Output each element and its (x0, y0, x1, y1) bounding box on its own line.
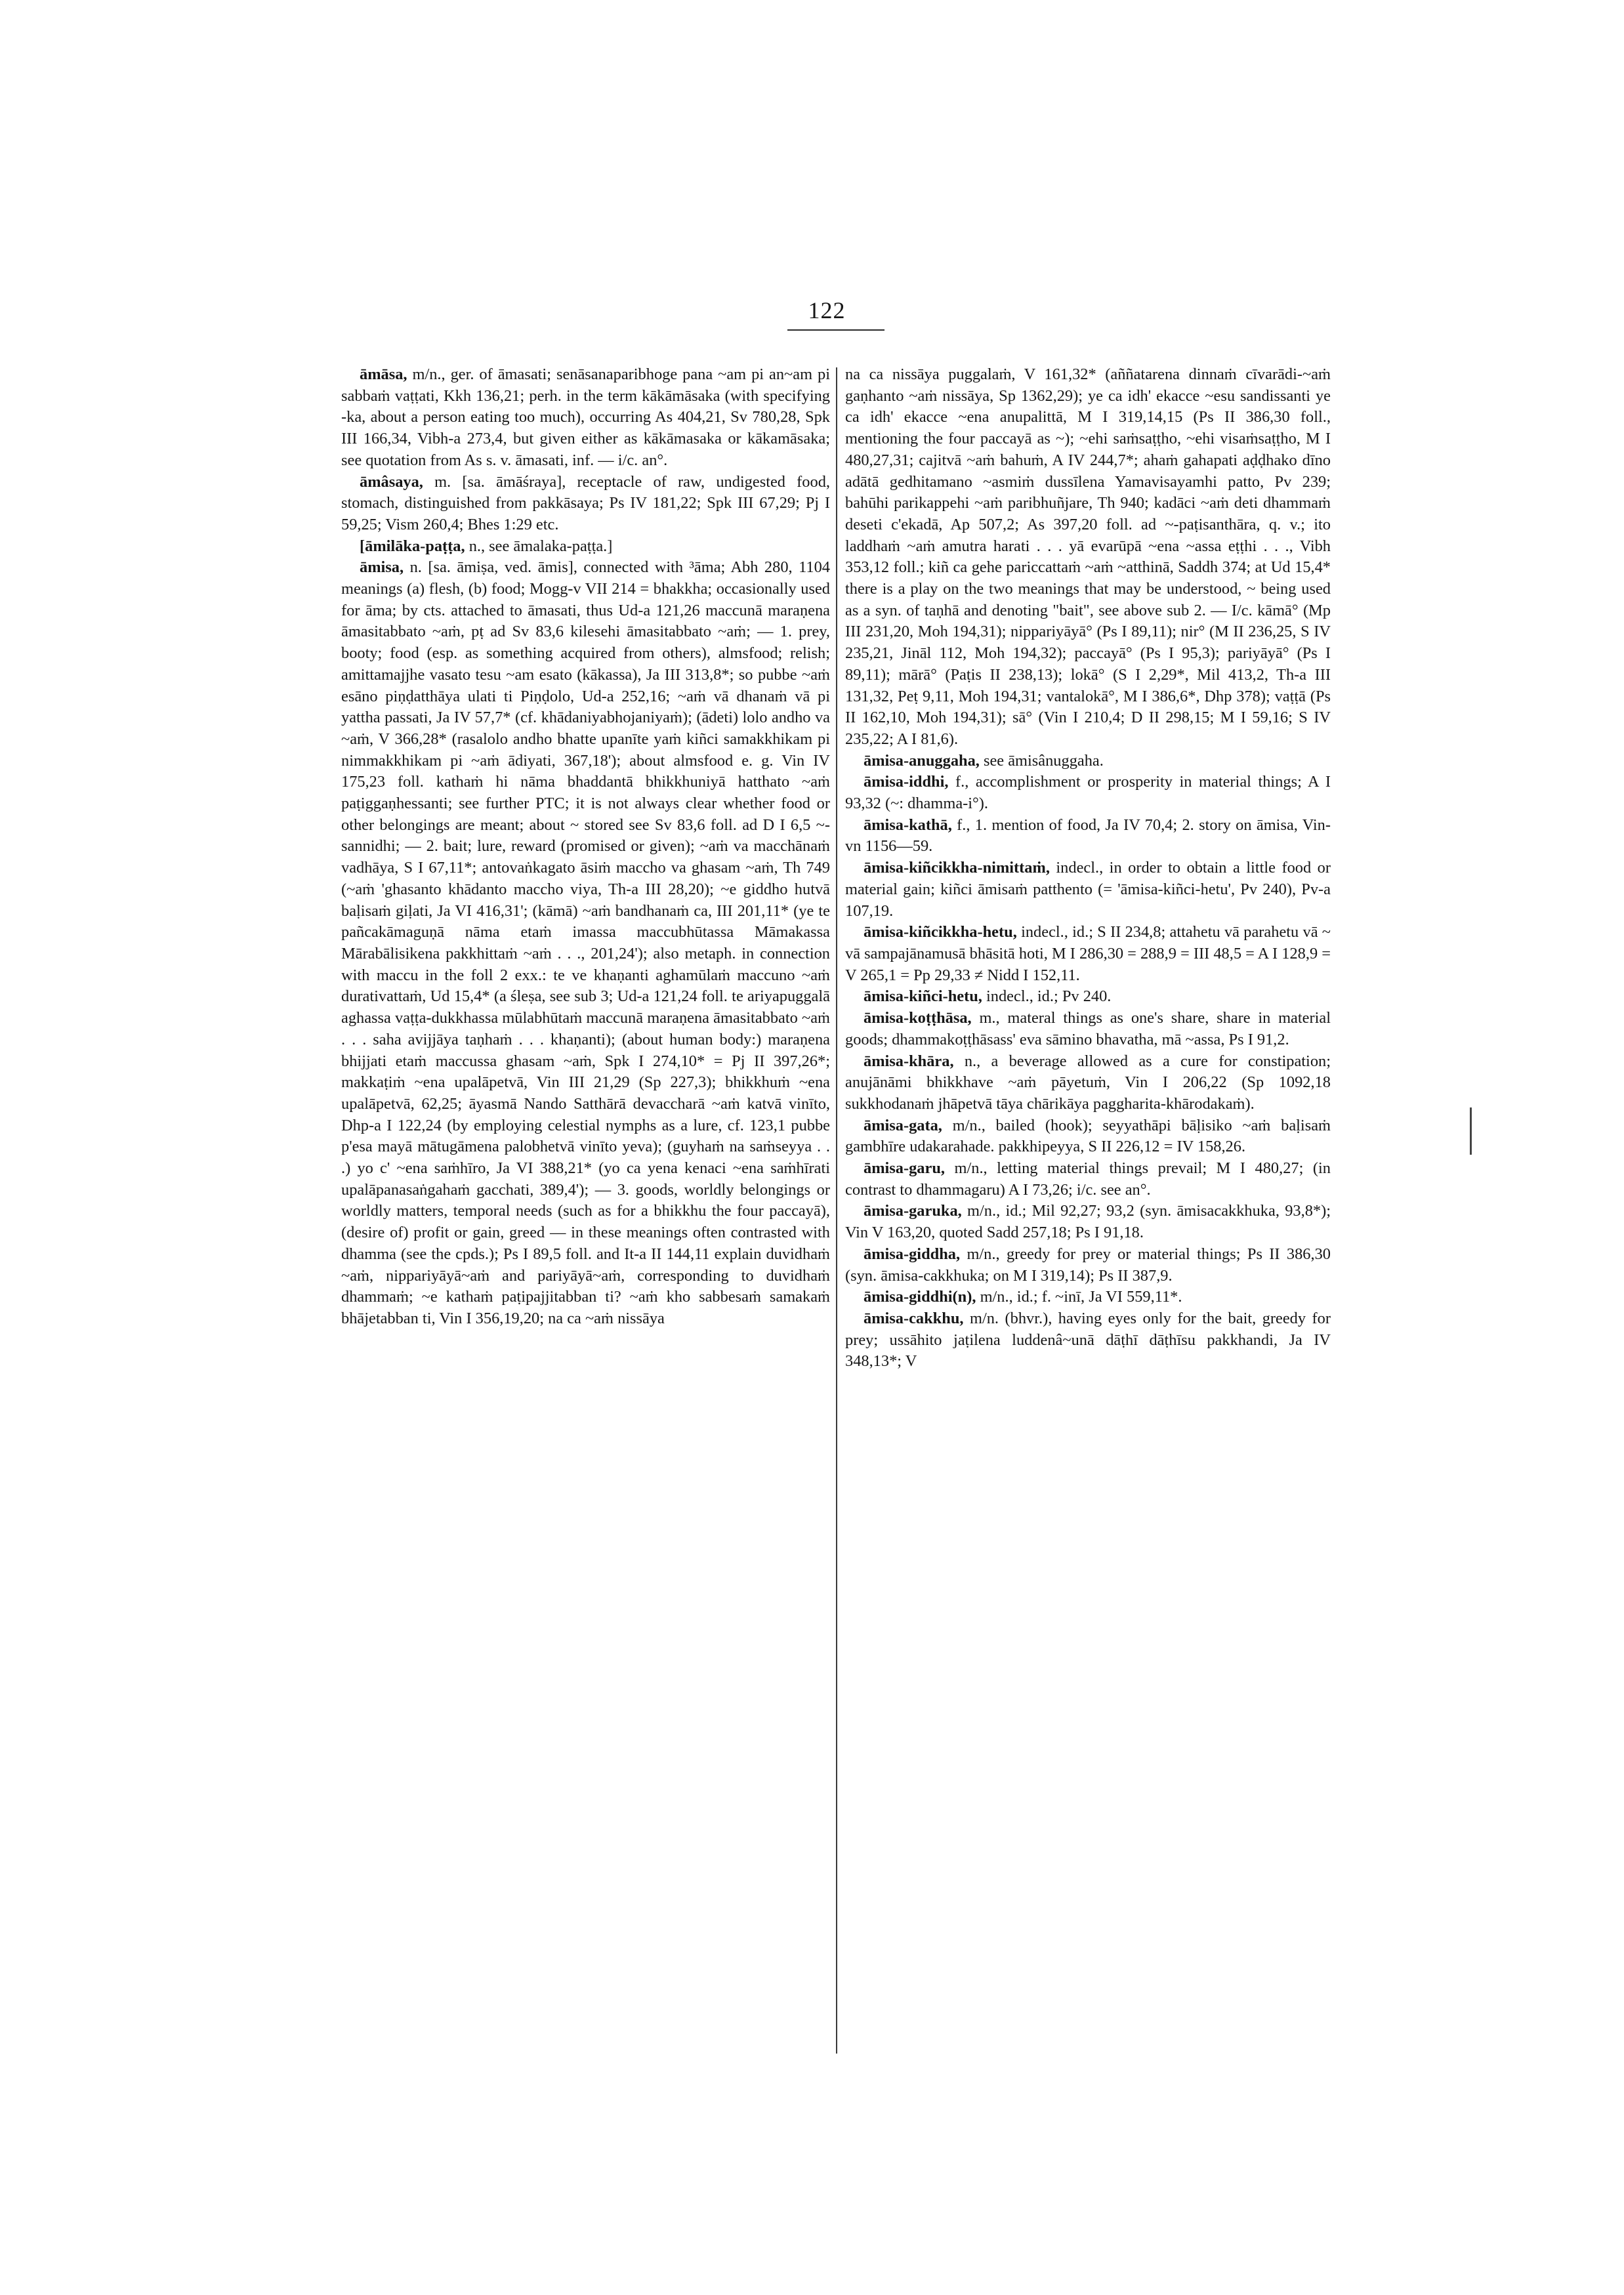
entry-headword: āmisa-giddhi(n), (864, 1288, 976, 1306)
entry-headword: āmisa-anuggaha, (864, 751, 980, 770)
entry-headword: āmisa, (360, 558, 404, 577)
dictionary-entry (845, 815, 1331, 858)
dictionary-entry (341, 557, 830, 1329)
entry-text: see āmisânuggaha. (983, 751, 1104, 770)
dictionary-entry (341, 472, 830, 536)
entry-headword: āmâsaya, (360, 472, 423, 491)
entry-text: m/n., letting material things prevail; M I 480,27; (in contrast to dhammagaru) A I 73,26; i/c. see an°. (845, 1159, 1331, 1199)
entry-text: indecl., id.; Pv 240. (986, 987, 1112, 1006)
dictionary-entry (845, 986, 1331, 1008)
dictionary-entry (845, 1308, 1331, 1373)
entry-headword: āmisa-garuka, (864, 1202, 962, 1220)
dictionary-entry (845, 364, 1331, 751)
dictionary-entry (341, 536, 830, 558)
dictionary-entry (845, 1158, 1331, 1201)
dictionary-entry (845, 1008, 1331, 1050)
entry-text: m/n. (bhvr.), having eyes only for the bait, greedy for prey; ussāhito jaṭilena luddenâ~unā dāṭhī dāṭhīsu pakkhandi, Ja IV 348,13*; V (845, 1309, 1331, 1371)
entry-headword: āmisa-kathā, (864, 816, 952, 834)
column-divider (836, 367, 837, 2054)
dictionary-entry (845, 1115, 1331, 1158)
entry-headword: āmisa-kiñcikkha-nimittaṁ, (864, 859, 1050, 877)
entry-text: m/n., ger. of āmasati; senāsanaparibhoge pana ~am pi an~am pi sabbaṁ vaṭṭati, Kkh 136,21; perh. in the term kākāmāsaka (with specifying -ka, about a person eating too much), occurring As 404,21, Sv 780,28, Spk III 166,34, Vibh-a 273,4, but given either as kākāmasaka or kākamāsaka; see quotation from As s. v. āmasati, inf. — i/c. an°. (341, 365, 830, 469)
dictionary-entry (845, 1287, 1331, 1308)
entry-text: indecl., id.; S II 234,8; attahetu vā parahetu vā ~ vā sampajānamusā bhāsitā hoti, M I 286,30 = 288,9 = III 48,5 = A I 128,9 = V 265,1 = Pp 29,33 ≠ Nidd I 152,11. (845, 923, 1331, 984)
entry-headword: āmāsa, (360, 365, 407, 383)
entry-text: m. [sa. āmāśraya], receptacle of raw, undigested food, stomach, distinguished from pakkāsaya; Ps IV 181,22; Spk III 67,29; Pj I 59,25; Vism 260,4; Bhes 1:29 etc. (341, 472, 830, 533)
entry-headword: āmisa-gata, (864, 1116, 942, 1134)
entry-text: m/n., greedy for prey or material things; Ps II 386,30 (syn. āmisa-cakkhuka; on M I 319,14); Ps II 387,9. (845, 1245, 1331, 1285)
entry-text: n., a beverage allowed as a cure for constipation; anujānāmi bhikkhave ~aṁ pāyetuṁ, Vin I 206,22 (Sp 1092,18 sukkhodanaṁ jhāpetvā tāya chārikāya paggharita-khārodakaṁ). (845, 1052, 1331, 1113)
entry-text: f., accomplishment or prosperity in material things; A I 93,32 (~: dhamma-i°). (845, 773, 1331, 813)
dictionary-entry (845, 1244, 1331, 1287)
entry-headword: āmisa-cakkhu, (864, 1309, 964, 1327)
entry-text: f., 1. mention of food, Ja IV 70,4; 2. story on āmisa, Vin-vn 1156—59. (845, 816, 1331, 856)
dictionary-entry (845, 858, 1331, 922)
entry-headword: āmisa-garu, (864, 1159, 945, 1178)
dictionary-entry (341, 364, 830, 472)
page-number-rule (787, 329, 885, 331)
right-column (845, 364, 1331, 1373)
entry-headword: āmisa-khāra, (864, 1052, 954, 1070)
dictionary-entry (845, 751, 1331, 772)
entry-headword: [āmilāka-paṭṭa, (360, 537, 465, 555)
entry-text: n., see āmalaka-paṭṭa.] (468, 537, 613, 555)
entry-headword: āmisa-kiñci-hetu, (864, 987, 982, 1006)
entry-text: na ca nissāya puggalaṁ, V 161,32* (aññatarena dinnaṁ cīvarādi-~aṁ gaṇhanto ~aṁ nissāya, Sp 1362,29); ye ca idh' ekacce ~esu sandissanti ye ca idh' ekacce ~ena anupalittā, M I 319,14,15 (Ps II 386,30 foll., mentioning the four paccayā as ~); ~ehi saṁsaṭṭho, ~ehi visaṁsaṭṭho, M I 480,27,31; cajitvā ~aṁ bahuṁ, A IV 244,7*; ahaṁ gahapati aḍḍhako dīno adātā gedhitamano ~asmiṁ dussīlena Yamavisayamhi patto, Pv 239; bahūhi parikappehi ~aṁ paribhuñjare, Th 940; kadāci ~aṁ deti dhammaṁ deseti c'ekadā, Ap 507,2; As 397,20 foll. ad ~-paṭisanthāra, q. v.; ito laddhaṁ ~aṁ amutra harati . . . yā evarūpā ~ena ~assa eṭṭhi . . ., Vibh 353,12 foll.; kiñ ca gehe pariccattaṁ ~aṁ ~atthinā, Saddh 374; at Ud 15,4* there is a play on the two meanings that may be understood, ~ being used as a syn. of taṇhā and denoting "bait", see above sub 2. — I/c. kāmā° (Mp III 231,20, Moh 194,31); nippariyāyā° (Ps I 89,11); nir° (M II 236,25, S IV 235,21, Jināl 112, Moh 194,32); paccayā° (Ps I 95,3); pariyāyā° (Ps I 89,11); mārā° (Paṭis II 238,13); lokā° (S I 2,29*, Mil 413,2, Th-a III 131,32, Peṭ 9,11, Moh 194,31; vantalokā°, M I 386,6*, Dhp 378); vaṭṭā (Ps II 162,10, Moh 194,31); sā° (Vin I 210,4; D II 298,15; M I 59,16; S IV 235,22; A I 81,6). (845, 365, 1331, 748)
left-column (341, 364, 830, 1330)
entry-text: m/n., bailed (hook); seyyathāpi bāḷisiko ~aṁ baḷisaṁ gambhīre udakarahade. pakkhipeyya, S II 226,12 = IV 158,26. (845, 1116, 1331, 1156)
entry-text: m/n., id.; Mil 92,27; 93,2 (syn. āmisacakkhuka, 93,8*); Vin V 163,20, quoted Sadd 257,18; Ps I 91,18. (845, 1202, 1331, 1242)
margin-mark (1470, 1107, 1472, 1155)
dictionary-entry (845, 1201, 1331, 1243)
page-number: 122 (808, 297, 846, 323)
dictionary-entry (845, 1051, 1331, 1115)
dictionary-entry (845, 772, 1331, 814)
dictionary-entry (845, 922, 1331, 986)
entry-headword: āmisa-iddhi, (864, 773, 949, 791)
entry-text: m/n., id.; f. ~inī, Ja VI 559,11*. (980, 1288, 1182, 1306)
entry-text: indecl., in order to obtain a little food or material gain; kiñci āmisaṁ patthento (= 'āmisa-kiñci-hetu', Pv 240), Pv-a 107,19. (845, 859, 1331, 920)
entry-text: m., materal things as one's share, share in material goods; dhammakoṭṭhāsass' eva sāmino bhavatha, mā ~assa, Ps I 91,2. (845, 1009, 1331, 1048)
entry-text: n. [sa. āmiṣa, ved. āmis], connected with ³āma; Abh 280, 1104 meanings (a) flesh, (b) food; Mogg-v VII 214 = bhakkha; occasionally used for āma; by cts. attached to āmasati, thus Ud-a 121,26 maccunā maraṇena āmasitabbato ~aṁ, pṭ ad Sv 83,6 kilesehi āmasitabbato ~aṁ; — 1. prey, booty; food (esp. as something acquired from others), almsfood; relish; amittamajjhe vasato tesu ~am esato (kākassa), Ja III 313,8*; so pubbe ~aṁ esāno piṇḍatthāya ulati ti Piṇḍolo, Ud-a 252,16; ~aṁ vā dhanaṁ vā pi yattha passati, Ja IV 57,7* (cf. khādaniyabhojaniyaṁ); (ādeti) lolo andho va ~aṁ, V 366,28* (rasalolo andho bhatte upanīte yaṁ kiñci samakkhikam pi nimmakkhikam pi ~aṁ ādiyati, 367,18'); about almsfood e. g. Vin IV 175,23 foll. kathaṁ hi nāma bhaddantā bhikkhuniyā hatthato ~aṁ paṭiggaṇhessanti; see further PTC; it is not always clear whether food or other belongings are meant; about ~ stored see Sv 83,6 foll. ad D I 6,5 ~-sannidhi; — 2. bait; lure, reward (promised or given); ~aṁ va macchānaṁ vadhāya, S I 67,11*; antovaṅkagato āsiṁ maccho va ghasam ~aṁ, Th 749 (~aṁ 'ghasanto khādanto maccho viya, Th-a III 28,20); ~e giddho hutvā baḷisaṁ giḷati, Ja VI 416,31'; (kāmā) ~aṁ bandhanaṁ ca, III 201,11* (ye te pañcakāmaguṇā nāma etaṁ imassa maccubhūtassa Māmakassa Mārabālisikena pakkhittaṁ ~aṁ . . ., 201,24'); also metaph. in connection with maccu in the foll 2 exx.: te ve khaṇanti aghamūlaṁ maccuno ~aṁ durativattaṁ, Ud 15,4* (a śleṣa, see sub 3; Ud-a 121,24 foll. te ariyapuggalā aghassa vaṭṭa-dukkhassa mūlabhūtaṁ maccunā maraṇena āmasitabbato ~aṁ . . . saha avijjāya taṇhaṁ . . . khaṇanti); (about human body:) maraṇena bhijjati etaṁ maccussa ghasam ~aṁ, Spk I 274,10* = Pj II 397,26*; makkaṭiṁ ~ena upalāpetvā, Vin III 21,29 (Sp 227,3); bhikkhuṁ ~ena upalāpetvā, 62,25; āyasmā Nando Satthārā devaccharā ~aṁ katvā vinīto, Dhp-a I 122,24 (by employing celestial nymphs as a lure, cf. 123,1 pubbe p'esa mayā mātugāmena palobhetvā vinīto yeva); (guyhaṁ na saṁseyya . . .) yo c' ~ena saṁhīro, Ja VI 388,21* (yo ca yena kenaci ~ena saṁhīrati upalāpanasaṅgahaṁ gacchati, 389,4'); — 3. goods, worldly belongings or worldly matters, temporal needs (such as for a bhikkhu the four paccayā), (desire of) profit or gain, greed — in these meanings often contrasted with dhamma (see the cpds.); Ps I 89,5 foll. and It-a II 144,11 explain duvidhaṁ ~aṁ, nippariyāyā~aṁ and pariyāyā~aṁ, corresponding to duvidhaṁ dhammaṁ; ~e kathaṁ paṭipajjitabban ti? ~aṁ kho sabbesaṁ samakaṁ bhājetabban ti, Vin I 356,19,20; na ca ~aṁ nissāya (341, 558, 830, 1327)
entry-headword: āmisa-koṭṭhāsa, (864, 1009, 972, 1027)
entry-headword: āmisa-kiñcikkha-hetu, (864, 923, 1017, 941)
entry-headword: āmisa-giddha, (864, 1245, 961, 1263)
